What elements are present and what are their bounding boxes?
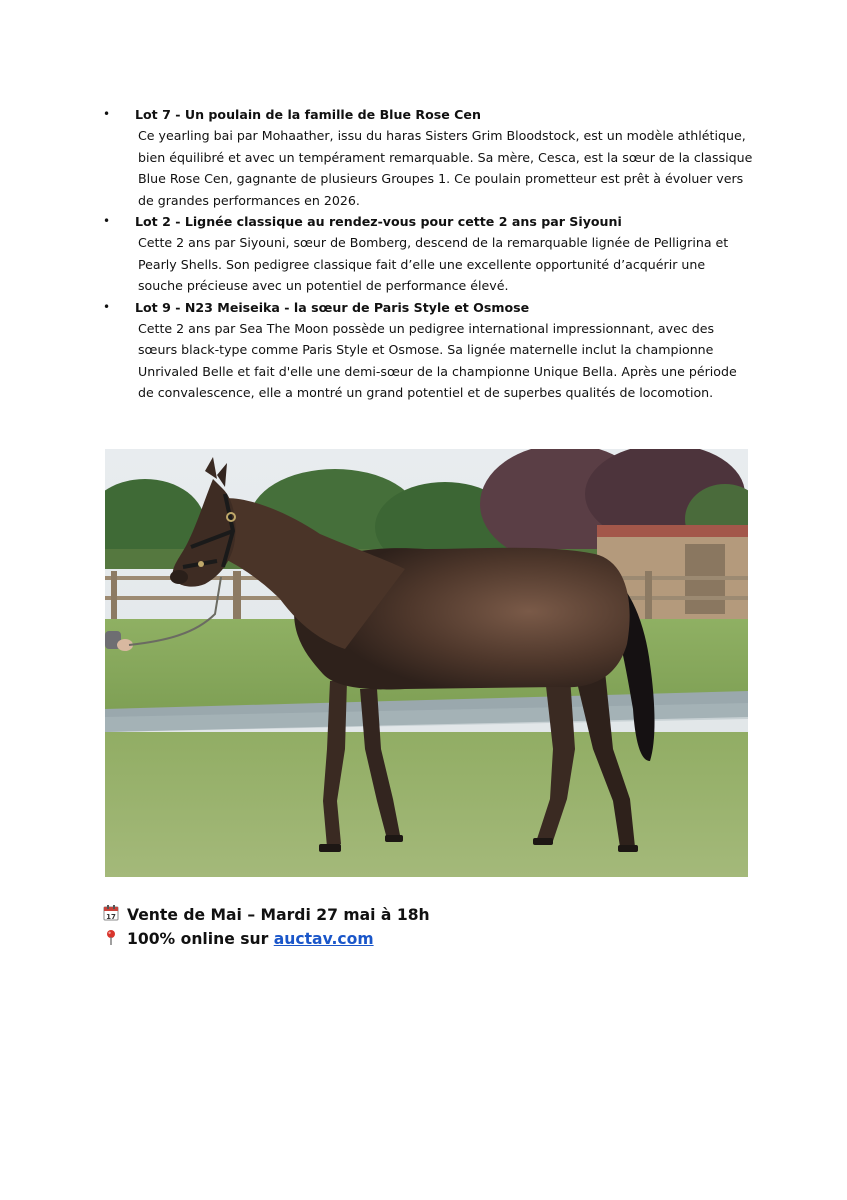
lot-title: Lot 9 - N23 Meiseika - la sœur de Paris Style et Osmose: [135, 299, 530, 315]
lot-item: [103, 104, 753, 211]
lot-title: Lot 7 - Un poulain de la famille de Blue Rose Cen: [135, 107, 481, 122]
sale-date-text: Vente de Mai – Mardi 27 mai à 18h: [127, 906, 430, 924]
online-line: [103, 927, 753, 951]
horse-photo: [105, 449, 748, 877]
calendar-day: 17: [106, 912, 116, 921]
online-text: 100% online sur: [127, 930, 274, 948]
bullet: •: [103, 107, 111, 121]
bullet: •: [103, 299, 111, 314]
lot-description: Cette 2 ans par Sea The Moon possède un pedigree international impressionnant, avec des sœurs black-type comme Paris Style et Osmose. Sa lignée maternelle inclut la championne Unrivaled Belle et fait d'elle une demi-sœur de la championne Unique Bella. Après une période de convalescence, elle a montré un grand potentiel et de superbes qualités de locomotion.: [138, 321, 737, 401]
pin-icon: [103, 928, 119, 952]
lot-description: Cette 2 ans par Siyouni, sœur de Bomberg, descend de la remarquable lignée de Pelligrina et Pearly Shells. Son pedigree classique fait d’elle une excellente opportunité d’acquérir une souche précieuse avec un potentiel de performance élevé.: [138, 235, 729, 294]
lot-description: Ce yearling bai par Mohaather, issu du haras Sisters Grim Bloodstock, est un modèle athlétique, bien équilibré et avec un tempérament remarquable. Sa mère, Cesca, est la sœur de la classique Blue Rose Cen, gagnante de plusieurs Groupes 1. Ce poulain prometteur est prêt à évoluer vers de grandes performances en 2026.: [138, 128, 753, 208]
sale-date-line: [103, 903, 753, 927]
sale-info: [103, 903, 753, 951]
bullet: •: [103, 214, 111, 229]
lot-list: [103, 104, 753, 404]
calendar-icon: [103, 904, 119, 928]
lot-title: Lot 2 - Lignée classique au rendez-vous pour cette 2 ans par Siyouni: [135, 214, 622, 230]
lot-item: [103, 211, 753, 297]
auctav-link[interactable]: auctav.com: [273, 930, 374, 948]
lot-item: [103, 297, 753, 404]
